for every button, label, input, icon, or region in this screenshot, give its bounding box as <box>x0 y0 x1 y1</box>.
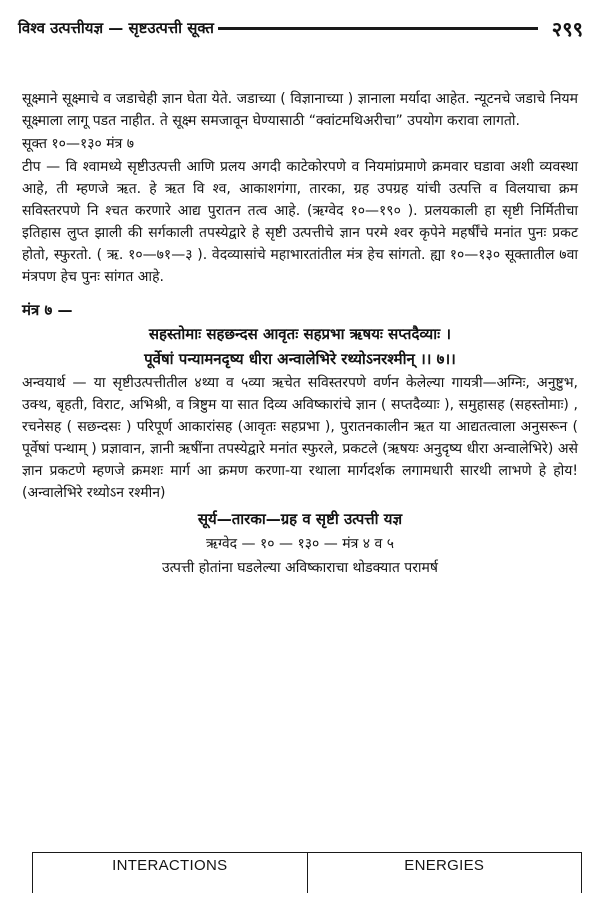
verse-line-2: पूर्वेषां पन्यामनदृष्य धीरा अन्वालेभिरे रथ्योऽनरश्मीन् ।। ७।। <box>144 350 456 368</box>
note-paragraph: टीप — वि श्वामध्ये सृष्टीउत्पत्ती आणि प्रलय अगदी काटेकोरपणे व नियमांप्रमाणे क्रमवार घडावा अशी व्यवस्था आहे, ती म्हणजे ऋत. हे ऋत वि श्व, आकाशगंगा, तारका, ग्रह उपग्रह यांची उत्पत्ति व विलयाचा क्रम सविस्तरपणे नि श्चत करणारे आद्य पुरातन तत्व आहे. (ऋग्वेद १०—१९० ). प्रलयकाली हा सृष्टी निर्मितीचा इतिहास लुप्त झाली की सर्गकाली तपस्येद्वारे हे सृष्टी उत्पत्तीचे ज्ञान परमे श्वर कृपेने महर्षींचे मनांत पुनः प्रकट होतो, स्फुरतो. ( ऋ. १०—७१—३ ). वेदव्यासांचे महाभारतांतील मंत्र हेच सांगतो. ह्या १०—१३० सूक्तातील ७वा मंत्रपण हेच पुनः सांगत आहे. <box>22 159 578 285</box>
table-header-interactions: INTERACTIONS <box>112 857 228 874</box>
page-header <box>18 14 583 42</box>
running-title: विश्व उत्पत्तीयज्ञ — सृष्टउत्पत्ती सूक्त <box>18 19 214 37</box>
page-body <box>22 88 578 580</box>
table-header-row <box>32 852 582 893</box>
page-number: २९९ <box>551 16 583 41</box>
meaning-paragraph: अन्वयार्थ — या सृष्टीउत्पत्तीतील ४थ्या व ५व्या ऋचेत सविस्तरपणे वर्णन केलेल्या गायत्री—अग्निः, अनुष्टुभ, उक्थ, बृहती, विराट, अभिश्री, व त्रिष्टुम या सात दिव्य अविष्कारांचे ज्ञान ( सप्तदैव्याः ), समुहासह (सहस्तोमाः) , रचनेसह ( सछन्दसः ) परिपूर्ण आकारांसह (आवृतः सहप्रभा ), पुरातनकालीन ऋत या आद्यतत्वाला अनुसरून ( पूर्वेषां पन्थाम् ) प्रज्ञावान, ज्ञानी ऋषींना तपस्येद्वारे मनांत स्फुरले, प्रकटले (ऋषयः अनुदृष्य धीरा अन्वालेभिरे) असे ज्ञान प्रकटणे म्हणजे क्रमशः मार्ग आ क्रमण करणा-या रथाला मार्गदर्शक लगामधारी सारथी लाभणे हे होय! (अन्वालेभिरे रथ्योऽन रश्मीन) <box>22 375 578 501</box>
table-header-energies: ENERGIES <box>307 853 582 893</box>
section-heading: सूर्य—तारका—ग्रह व सृष्टी उत्पत्ती यज्ञ <box>197 510 403 528</box>
header-rule <box>218 27 538 30</box>
section-reference: ऋग्वेद — १० — १३० — मंत्र ४ व ५ <box>206 536 394 552</box>
sukta-reference: सूक्त १०—१३० मंत्र ७ <box>22 136 135 152</box>
intro-paragraph: सूक्ष्माने सूक्ष्माचे व जडाचेही ज्ञान घेता येते. जडाच्या ( विज्ञानाच्या ) ज्ञानाला मर्यादा आहेत. न्यूटनचे जडाचे नियम सूक्ष्माला लागू पडत नाहीत. ते सूक्ष्म समजावून घेण्यासाठी “क्वांटमथिअरीचा” उपयोग करावा लागतो. <box>22 91 578 129</box>
verse-line-1: सहस्तोमाः सहछन्दस आवृतः सहप्रभा ऋषयः सप्तदैव्याः । <box>148 325 452 343</box>
section-subtitle: उत्पत्ती होतांना घडलेल्या अविष्काराचा थोडक्यात परामर्ष <box>161 560 439 576</box>
mantra-label: मंत्र ७ — <box>22 301 73 319</box>
